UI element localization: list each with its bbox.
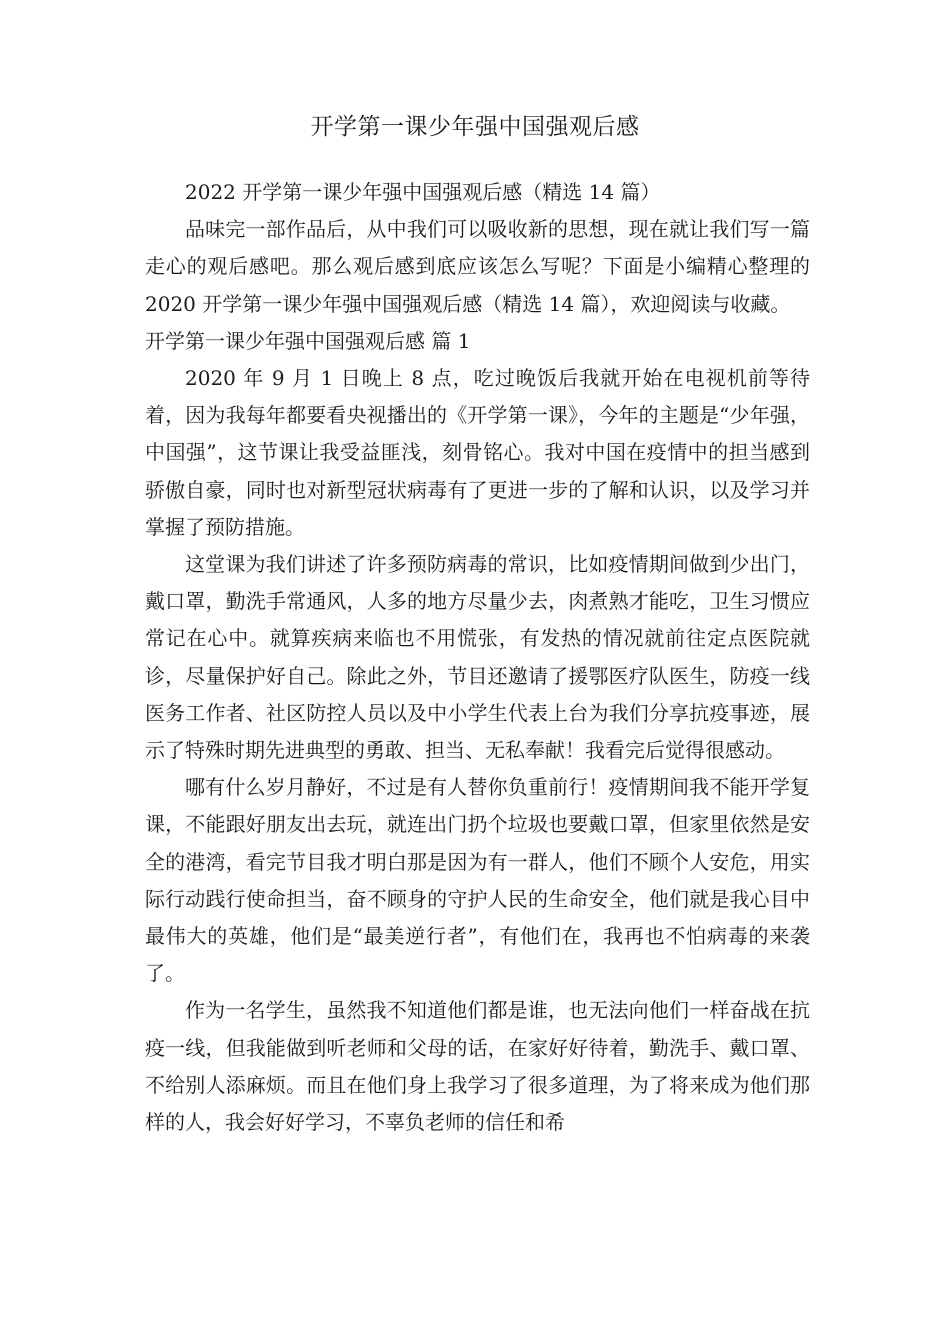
subtitle-paragraph: 2022 开学第一课少年强中国强观后感（精选 14 篇） [185,180,661,204]
document-title: 开学第一课少年强中国强观后感 [310,114,640,140]
body-paragraph: 2020 年 9 月 1 日晚上 8 点，吃过晚饭后我就开始在电视机前等待着，因为我每年都要看央视播出的《开学第一课》，今年的主题是“少年强，中国强”，这节课让我受益匪浅，刻骨铭心。我对中国在疫情中的担当感到骄傲自豪，同时也对新型冠状病毒有了更进一步的了解和认识，以及学习并掌握了预防措施。 [145,366,810,539]
body-paragraph: 哪有什么岁月静好，不过是有人替你负重前行！疫情期间我不能开学复课，不能跟好朋友出去玩，就连出门扔个垃圾也要戴口罩，但家里依然是安全的港湾，看完节目我才明白那是因为有一群人，他们不顾个人安危，用实际行动践行使命担当，奋不顾身的守护人民的生命安全，他们就是我心目中最伟大的英雄，他们是“最美逆行者”，有他们在，我再也不怕病毒的来袭了。 [145,775,810,986]
body-paragraph: 这堂课为我们讲述了许多预防病毒的常识，比如疫情期间做到少出门，戴口罩，勤洗手常通风，人多的地方尽量少去，肉煮熟才能吃，卫生习惯应常记在心中。就算疾病来临也不用慌张，有发热的情况就前往定点医院就诊，尽量保护好自己。除此之外，节目还邀请了援鄂医疗队医生，防疫一线医务工作者、社区防控人员以及中小学生代表上台为我们分享抗疫事迹，展示了特殊时期先进典型的勇敢、担当、无私奉献！我看完后觉得很感动。 [145,552,810,763]
document-body [145,174,810,1141]
body-paragraph: 作为一名学生，虽然我不知道他们都是谁，也无法向他们一样奋战在抗疫一线，但我能做到听老师和父母的话，在家好好待着，勤洗手、戴口罩、不给别人添麻烦。而且在他们身上我学习了很多道理，为了将来成为他们那样的人，我会好好学习，不辜负老师的信任和希 [145,998,810,1135]
intro-paragraph: 品味完一部作品后，从中我们可以吸收新的思想，现在就让我们写一篇走心的观后感吧。那么观后感到底应该怎么写呢？下面是小编精心整理的 2020 开学第一课少年强中国强观后感（精选 14 篇），欢迎阅读与收藏。 [145,217,810,316]
section-heading: 开学第一课少年强中国强观后感 篇 1 [145,328,471,353]
